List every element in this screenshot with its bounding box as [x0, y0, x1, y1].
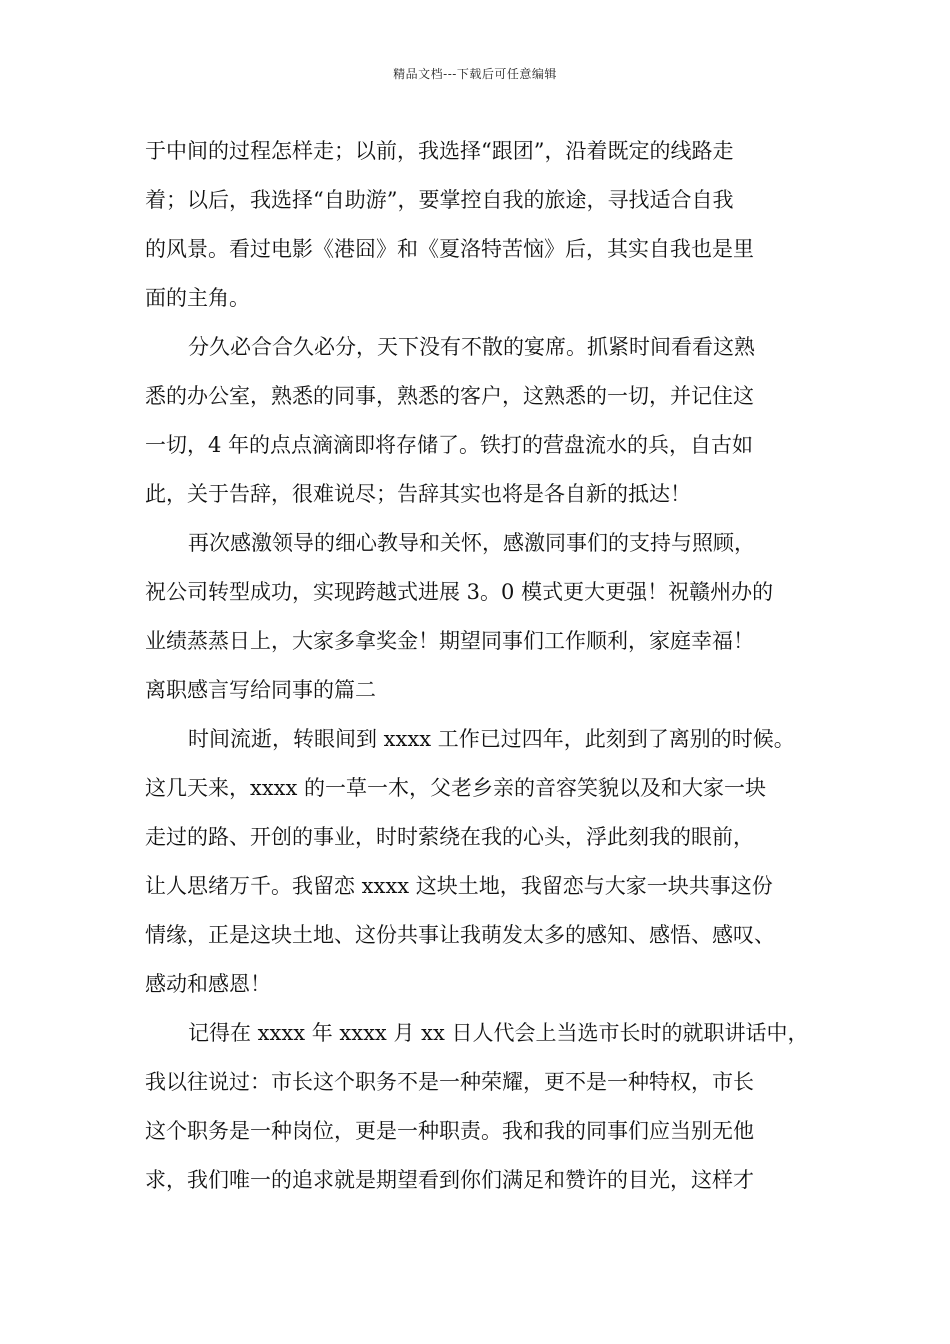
text-line: 我以往说过：市长这个职务不是一种荣耀，更不是一种特权，市长 [145, 1070, 754, 1094]
text-line: 时间流逝，转眼间到 xxxx 工作已过四年，此刻到了离别的时候。 [188, 727, 795, 751]
text-line: 业绩蒸蒸日上，大家多拿奖金！期望同事们工作顺利，家庭幸福！ [145, 629, 754, 653]
text-line: 这几天来，xxxx 的一草一木，父老乡亲的音容笑貌以及和大家一块 [145, 776, 767, 800]
text-line: 于中间的过程怎样走；以前，我选择“跟团”，沿着既定的线路走 [145, 139, 734, 163]
text-line: 这个职务是一种岗位，更是一种职责。我和我的同事们应当别无他 [145, 1119, 754, 1143]
text-line: 求，我们唯一的追求就是期望看到你们满足和赞许的目光，这样才 [145, 1168, 754, 1192]
text-line: 情缘，正是这块土地、这份共事让我萌发太多的感知、感悟、感叹、 [145, 923, 775, 947]
text-line: 离职感言写给同事的篇二 [145, 678, 376, 702]
text-line: 感动和感恩！ [145, 972, 271, 996]
text-line: 的风景。看过电影《港囧》和《夏洛特苦恼》后，其实自我也是里 [145, 237, 754, 261]
document-body [145, 127, 835, 1205]
text-line: 让人思绪万千。我留恋 xxxx 这块土地，我留恋与大家一块共事这份 [145, 874, 773, 898]
text-line: 此，关于告辞，很难说尽；告辞其实也将是各自新的抵达！ [145, 482, 691, 506]
text-line: 着；以后，我选择“自助游”，要掌控自我的旅途，寻找适合自我 [145, 188, 734, 212]
text-line: 再次感激领导的细心教导和关怀，感激同事们的支持与照顾， [188, 531, 755, 555]
page-header: 精品文档---下载后可任意编辑 [393, 67, 557, 81]
text-line: 分久必合合久必分，天下没有不散的宴席。抓紧时间看看这熟 [188, 335, 755, 359]
text-line: 记得在 xxxx 年 xxxx 月 xx 日人代会上当选市长时的就职讲话中， [188, 1021, 809, 1045]
text-line: 走过的路、开创的事业，时时萦绕在我的心头，浮此刻我的眼前， [145, 825, 754, 849]
text-line: 祝公司转型成功，实现跨越式进展 3。0 模式更大更强！祝赣州办的 [145, 580, 774, 604]
text-line: 悉的办公室，熟悉的同事，熟悉的客户，这熟悉的一切，并记住这 [145, 384, 754, 408]
text-line: 一切，4 年的点点滴滴即将存储了。铁打的营盘流水的兵，自古如 [145, 433, 754, 457]
text-line: 面的主角。 [145, 286, 250, 310]
